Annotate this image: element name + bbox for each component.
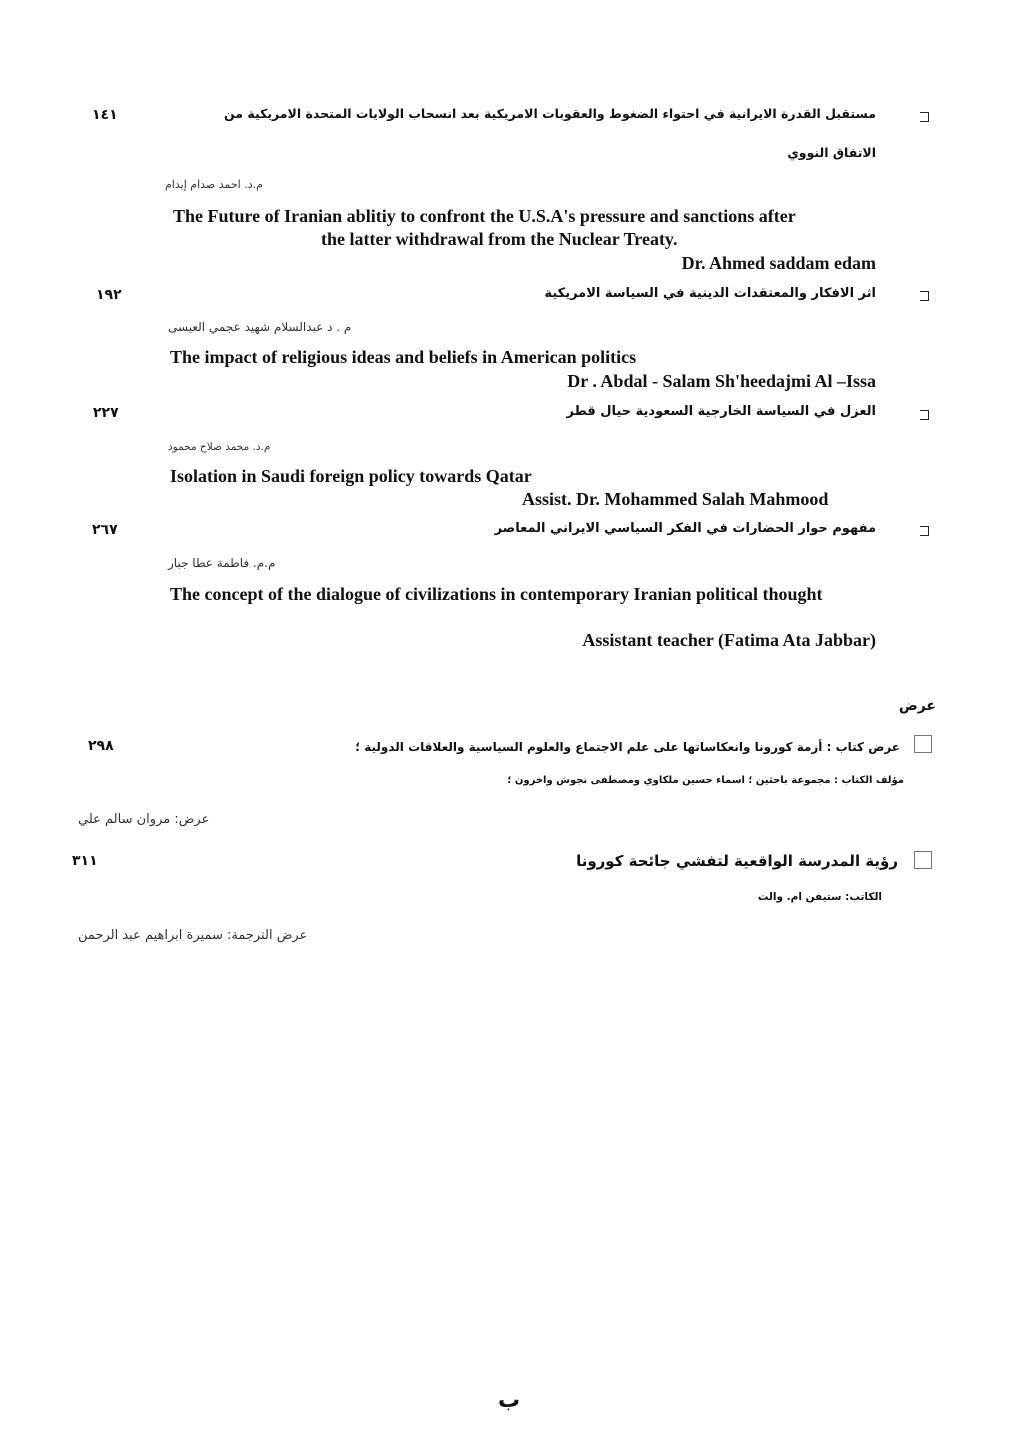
author-en: Dr. Ahmed saddam edam bbox=[681, 253, 876, 273]
bullet-marker bbox=[920, 410, 929, 420]
page-letter: ب bbox=[498, 1388, 521, 1413]
review-author: الكاتب: ستيفن ام. والت bbox=[757, 891, 882, 903]
article-title-ar-cont: الاتفاق النووي bbox=[787, 145, 876, 160]
bullet-marker bbox=[920, 291, 929, 301]
checkbox-icon bbox=[914, 735, 932, 753]
article-title-en: The concept of the dialogue of civilizations in contemporary Iranian political thought bbox=[170, 584, 823, 604]
article-title-ar: العزل في السياسة الخارجية السعودية حيال قطر bbox=[566, 404, 876, 419]
reviewer: عرض الترجمة: سميرة ابراهيم عبد الرحمن bbox=[78, 928, 308, 943]
author-ar: م.د. احمد صدام إيدام bbox=[165, 178, 263, 191]
article-title-en: Isolation in Saudi foreign policy towards Qatar bbox=[170, 466, 532, 486]
author-en: Dr . Abdal - Salam Sh'heedajmi Al –Issa bbox=[567, 371, 876, 391]
page-number: ٣١١ bbox=[72, 853, 98, 869]
review-title: رؤية المدرسة الواقعية لتفشي جائحة كورونا bbox=[576, 852, 898, 870]
page-number: ٢٦٧ bbox=[92, 522, 118, 538]
article-title-ar: اثر الافكار والمعتقدات الدينية في السياسة الامريكية bbox=[544, 286, 876, 301]
reviewer: عرض: مروان سالم علي bbox=[78, 812, 210, 827]
author-ar: م.م. فاطمة عطا جبار bbox=[168, 556, 276, 570]
article-title-en-cont: the latter withdrawal from the Nuclear Treaty. bbox=[321, 229, 678, 249]
checkbox-icon bbox=[914, 851, 932, 869]
article-title-en: The impact of religious ideas and beliefs in American politics bbox=[170, 347, 637, 367]
page-number: ١٤١ bbox=[92, 107, 118, 123]
page-number: ٢٢٧ bbox=[93, 405, 119, 421]
reviews-heading: عرض bbox=[898, 698, 936, 714]
review-title: عرض كتاب : أزمة كورونا وانعكاساتها على علم الاجتماع والعلوم السياسية والعلاقات الدولية ؛ bbox=[355, 740, 900, 754]
article-title-ar: مستقبل القدرة الايرانية في احتواء الضغوط والعقوبات الامريكية بعد انسحاب الولايات المتحدة الامريكية من bbox=[224, 106, 876, 121]
bullet-marker bbox=[920, 112, 929, 122]
article-title-ar: مفهوم حوار الحضارات في الفكر السياسي الايراني المعاصر bbox=[494, 521, 876, 536]
author-ar: م.د. محمد صلاح محمود bbox=[168, 441, 271, 453]
author-en: Assist. Dr. Mohammed Salah Mahmood bbox=[522, 489, 829, 509]
page-number: ١٩٢ bbox=[96, 287, 122, 303]
author-ar: م . د عبدالسلام شهيد عجمي العيسى bbox=[168, 320, 352, 334]
page-number: ٢٩٨ bbox=[88, 738, 114, 754]
article-title-en: The Future of Iranian ablitiy to confront the U.S.A's pressure and sanctions after bbox=[173, 206, 796, 226]
bullet-marker bbox=[920, 526, 929, 536]
author-en: Assistant teacher (Fatima Ata Jabbar) bbox=[582, 630, 876, 650]
review-author: مؤلف الكتاب : مجموعة باحثين ؛ اسماء حسين ملكاوي ومصطفى نجوش واخرون ؛ bbox=[507, 775, 904, 786]
